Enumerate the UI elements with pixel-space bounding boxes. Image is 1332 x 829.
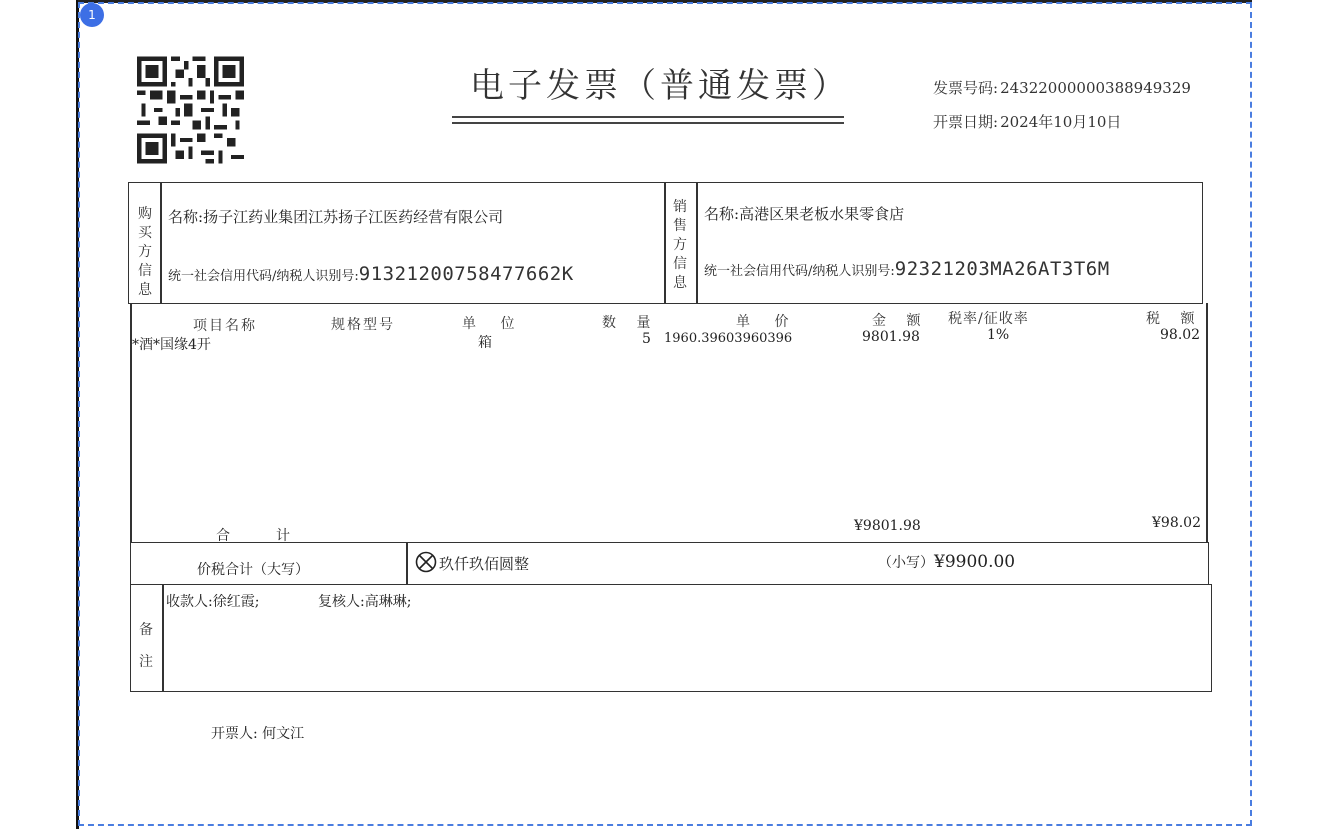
- grand-total-small: （小写）¥9900.00: [878, 552, 1016, 572]
- grand-total-words: 玖仟玖佰圆整: [415, 551, 529, 574]
- circle-x-icon: [415, 551, 437, 573]
- totals-tax: ¥98.02: [1152, 515, 1201, 531]
- issuer: 开票人: 何文江: [211, 726, 305, 742]
- items-right-border: [1206, 303, 1208, 543]
- divider: [696, 183, 698, 303]
- divider: [160, 183, 162, 303]
- seller-section-label: 销 售 方 信 息: [673, 199, 687, 291]
- seller-tax-id: 统一社会信用代码/纳税人识别号:92321203MA26AT3T6M: [704, 258, 1110, 280]
- buyer-name: 名称:扬子江药业集团江苏扬子江医药经营有限公司: [168, 208, 504, 226]
- item-qty: 5: [642, 331, 651, 347]
- title-underline: [452, 116, 844, 118]
- col-tax-amount: 税 额: [1146, 311, 1203, 327]
- remarks-section-label: 备 注: [139, 622, 153, 670]
- title-underline: [452, 122, 844, 124]
- item-price: 1960.39603960396: [664, 331, 793, 346]
- col-qty: 数 量: [602, 315, 659, 331]
- buyer-section-label: 购 买 方 信 息: [138, 206, 152, 298]
- annotation-badge[interactable]: 1: [80, 3, 104, 27]
- item-amount: 9801.98: [862, 329, 920, 345]
- qr-code: [137, 56, 244, 164]
- item-tax-amount: 98.02: [1160, 327, 1201, 343]
- divider: [162, 585, 164, 691]
- item-unit: 箱: [478, 335, 492, 351]
- party-info-box: [128, 182, 1203, 304]
- remarks-box: [130, 584, 1212, 692]
- col-amount: 金 额: [872, 313, 929, 329]
- invoice-date: 开票日期: 2024年10月10日: [933, 113, 1122, 131]
- buyer-tax-id: 统一社会信用代码/纳税人识别号:91321200758477662K: [168, 263, 574, 285]
- col-item-name: 项目名称: [193, 318, 257, 334]
- invoice-title: 电子发票（普通发票）: [470, 66, 850, 106]
- totals-label: 合 计: [216, 528, 296, 544]
- col-tax-rate: 税率/征收率: [948, 311, 1029, 327]
- grand-total-label: 价税合计（大写）: [197, 562, 309, 578]
- remarks-reviewer: 复核人:高琳琳;: [318, 594, 412, 610]
- item-tax-rate: 1%: [987, 327, 1010, 343]
- divider: [406, 543, 408, 584]
- remarks-payee: 收款人:徐红霞;: [166, 594, 260, 610]
- col-unit: 单 位: [462, 316, 525, 332]
- seller-name: 名称:高港区果老板水果零食店: [704, 205, 905, 223]
- invoice-number: 发票号码: 24322000000388949329: [933, 79, 1191, 97]
- item-name: *酒*国缘4开: [132, 337, 211, 353]
- divider: [664, 183, 666, 303]
- col-price: 单 价: [736, 314, 799, 330]
- col-spec: 规格型号: [331, 317, 395, 333]
- totals-amount: ¥9801.98: [854, 518, 921, 534]
